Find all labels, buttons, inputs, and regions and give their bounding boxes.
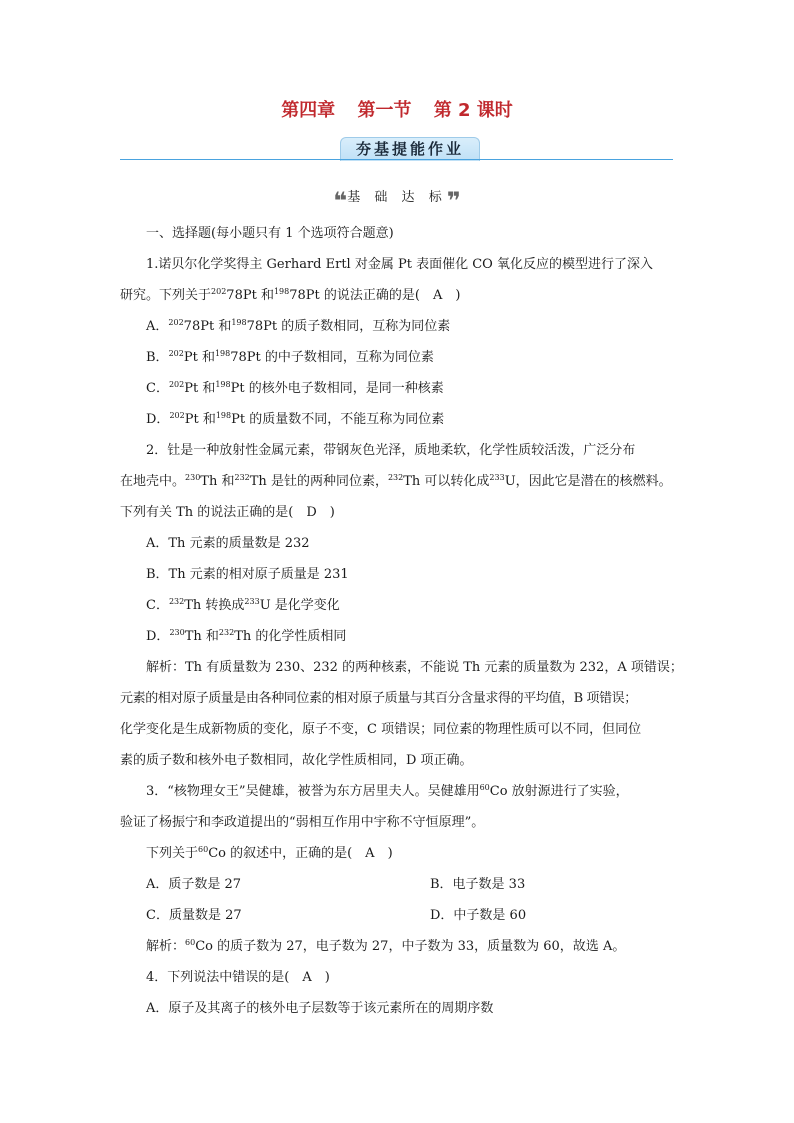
q3-analysis: 解析：$^{60}$Co 的质子数为 27，电子数为 27，中子数为 33，质量数为 60，故选 A。: [146, 938, 626, 954]
homework-banner: 夯基提能作业: [340, 137, 480, 161]
q4-stem: 4．下列说法中错误的是( A ): [146, 970, 330, 985]
q3-options-row2: [120, 900, 675, 931]
q3-option-a: A．质子数是 27: [146, 877, 242, 892]
exercise-body: [120, 218, 683, 1024]
q2-stem-line1: 2．钍是一种放射性金属元素，带钢灰色光泽，质地柔软，化学性质较活泼，广泛分布: [146, 443, 636, 458]
lesson-label: 第 2 课时: [433, 100, 513, 121]
close-quote-icon: ❞: [446, 187, 461, 215]
q1-option-b: B．$^{202}$Pt 和$^{198}$78Pt 的中子数相同，互称为同位素: [146, 349, 434, 365]
section-heading: [0, 186, 794, 215]
part-heading: 一、选择题(每小题只有 1 个选项符合题意): [146, 226, 394, 241]
q3-stem-line1: 3．“核物理女王”吴健雄，被誉为东方居里夫人。吴健雄用$^{60}$Co 放射源进行了实验，: [146, 783, 629, 799]
q3-option-b: B．电子数是 33: [430, 877, 526, 892]
q3-option-d: D．中子数是 60: [430, 908, 527, 923]
q2-stem-line3: 下列有关 Th 的说法正确的是( D ): [120, 505, 335, 520]
q3-option-c: C．质量数是 27: [146, 908, 242, 923]
q2-option-d: D．$^{230}$Th 和$^{232}$Th 的化学性质相同: [146, 628, 347, 644]
q1-stem-line1: 1.诺贝尔化学奖得主 Gerhard Ertl 对金属 Pt 表面催化 CO 氧化反应的模型进行了深入: [146, 257, 653, 272]
page-title: [0, 96, 794, 122]
q2-analysis-line2: 元素的相对原子质量是由各种同位素的相对原子质量与其百分含量求得的平均值，B 项错误；: [120, 691, 637, 706]
q4-option-a: A．原子及其离子的核外电子层数等于该元素所在的周期序数: [146, 1001, 494, 1016]
q1-option-d: D．$^{202}$Pt 和$^{198}$Pt 的质量数不同，不能互称为同位素: [146, 411, 445, 427]
q2-analysis-line1: 解析：Th 有质量数为 230、232 的两种核素，不能说 Th 元素的质量数为 232，A 项错误；: [146, 660, 683, 675]
chapter-label: 第四章: [281, 100, 336, 121]
q2-analysis-line3: 化学变化是生成新物质的变化，原子不变，C 项错误；同位素的物理性质可以不同，但同位: [120, 722, 642, 737]
q2-stem-line2: 在地壳中。$^{230}$Th 和$^{232}$Th 是钍的两种同位素，$^{232}$Th 可以转化成$^{233}$U，因此它是潜在的核燃料。: [120, 473, 672, 489]
open-quote-icon: ❝: [333, 187, 348, 215]
q2-analysis-line4: 素的质子数和核外电子数相同，故化学性质相同，D 项正确。: [120, 753, 473, 768]
q3-options-row1: [120, 869, 675, 900]
q2-option-c: C．$^{232}$Th 转换成$^{233}$U 是化学变化: [146, 597, 340, 613]
header-divider: [120, 159, 673, 160]
section-title: 基 础 达 标: [347, 190, 447, 205]
section-label: 第一节: [357, 100, 412, 121]
q1-stem-line2: 研究。下列关于$^{202}$78Pt 和$^{198}$78Pt 的说法正确的是( A ): [120, 287, 461, 303]
q3-stem-line2: 验证了杨振宁和李政道提出的“弱相互作用中宇称不守恒原理”。: [120, 815, 485, 830]
q1-option-c: C．$^{202}$Pt 和$^{198}$Pt 的核外电子数相同，是同一种核素: [146, 380, 444, 396]
q2-option-a: A．Th 元素的质量数是 232: [146, 536, 310, 551]
q1-option-a: A．$^{202}$78Pt 和$^{198}$78Pt 的质子数相同，互称为同位素: [146, 318, 451, 334]
q2-option-b: B．Th 元素的相对原子质量是 231: [146, 567, 349, 582]
q3-stem-line3: 下列关于$^{60}$Co 的叙述中，正确的是( A ): [146, 845, 393, 861]
